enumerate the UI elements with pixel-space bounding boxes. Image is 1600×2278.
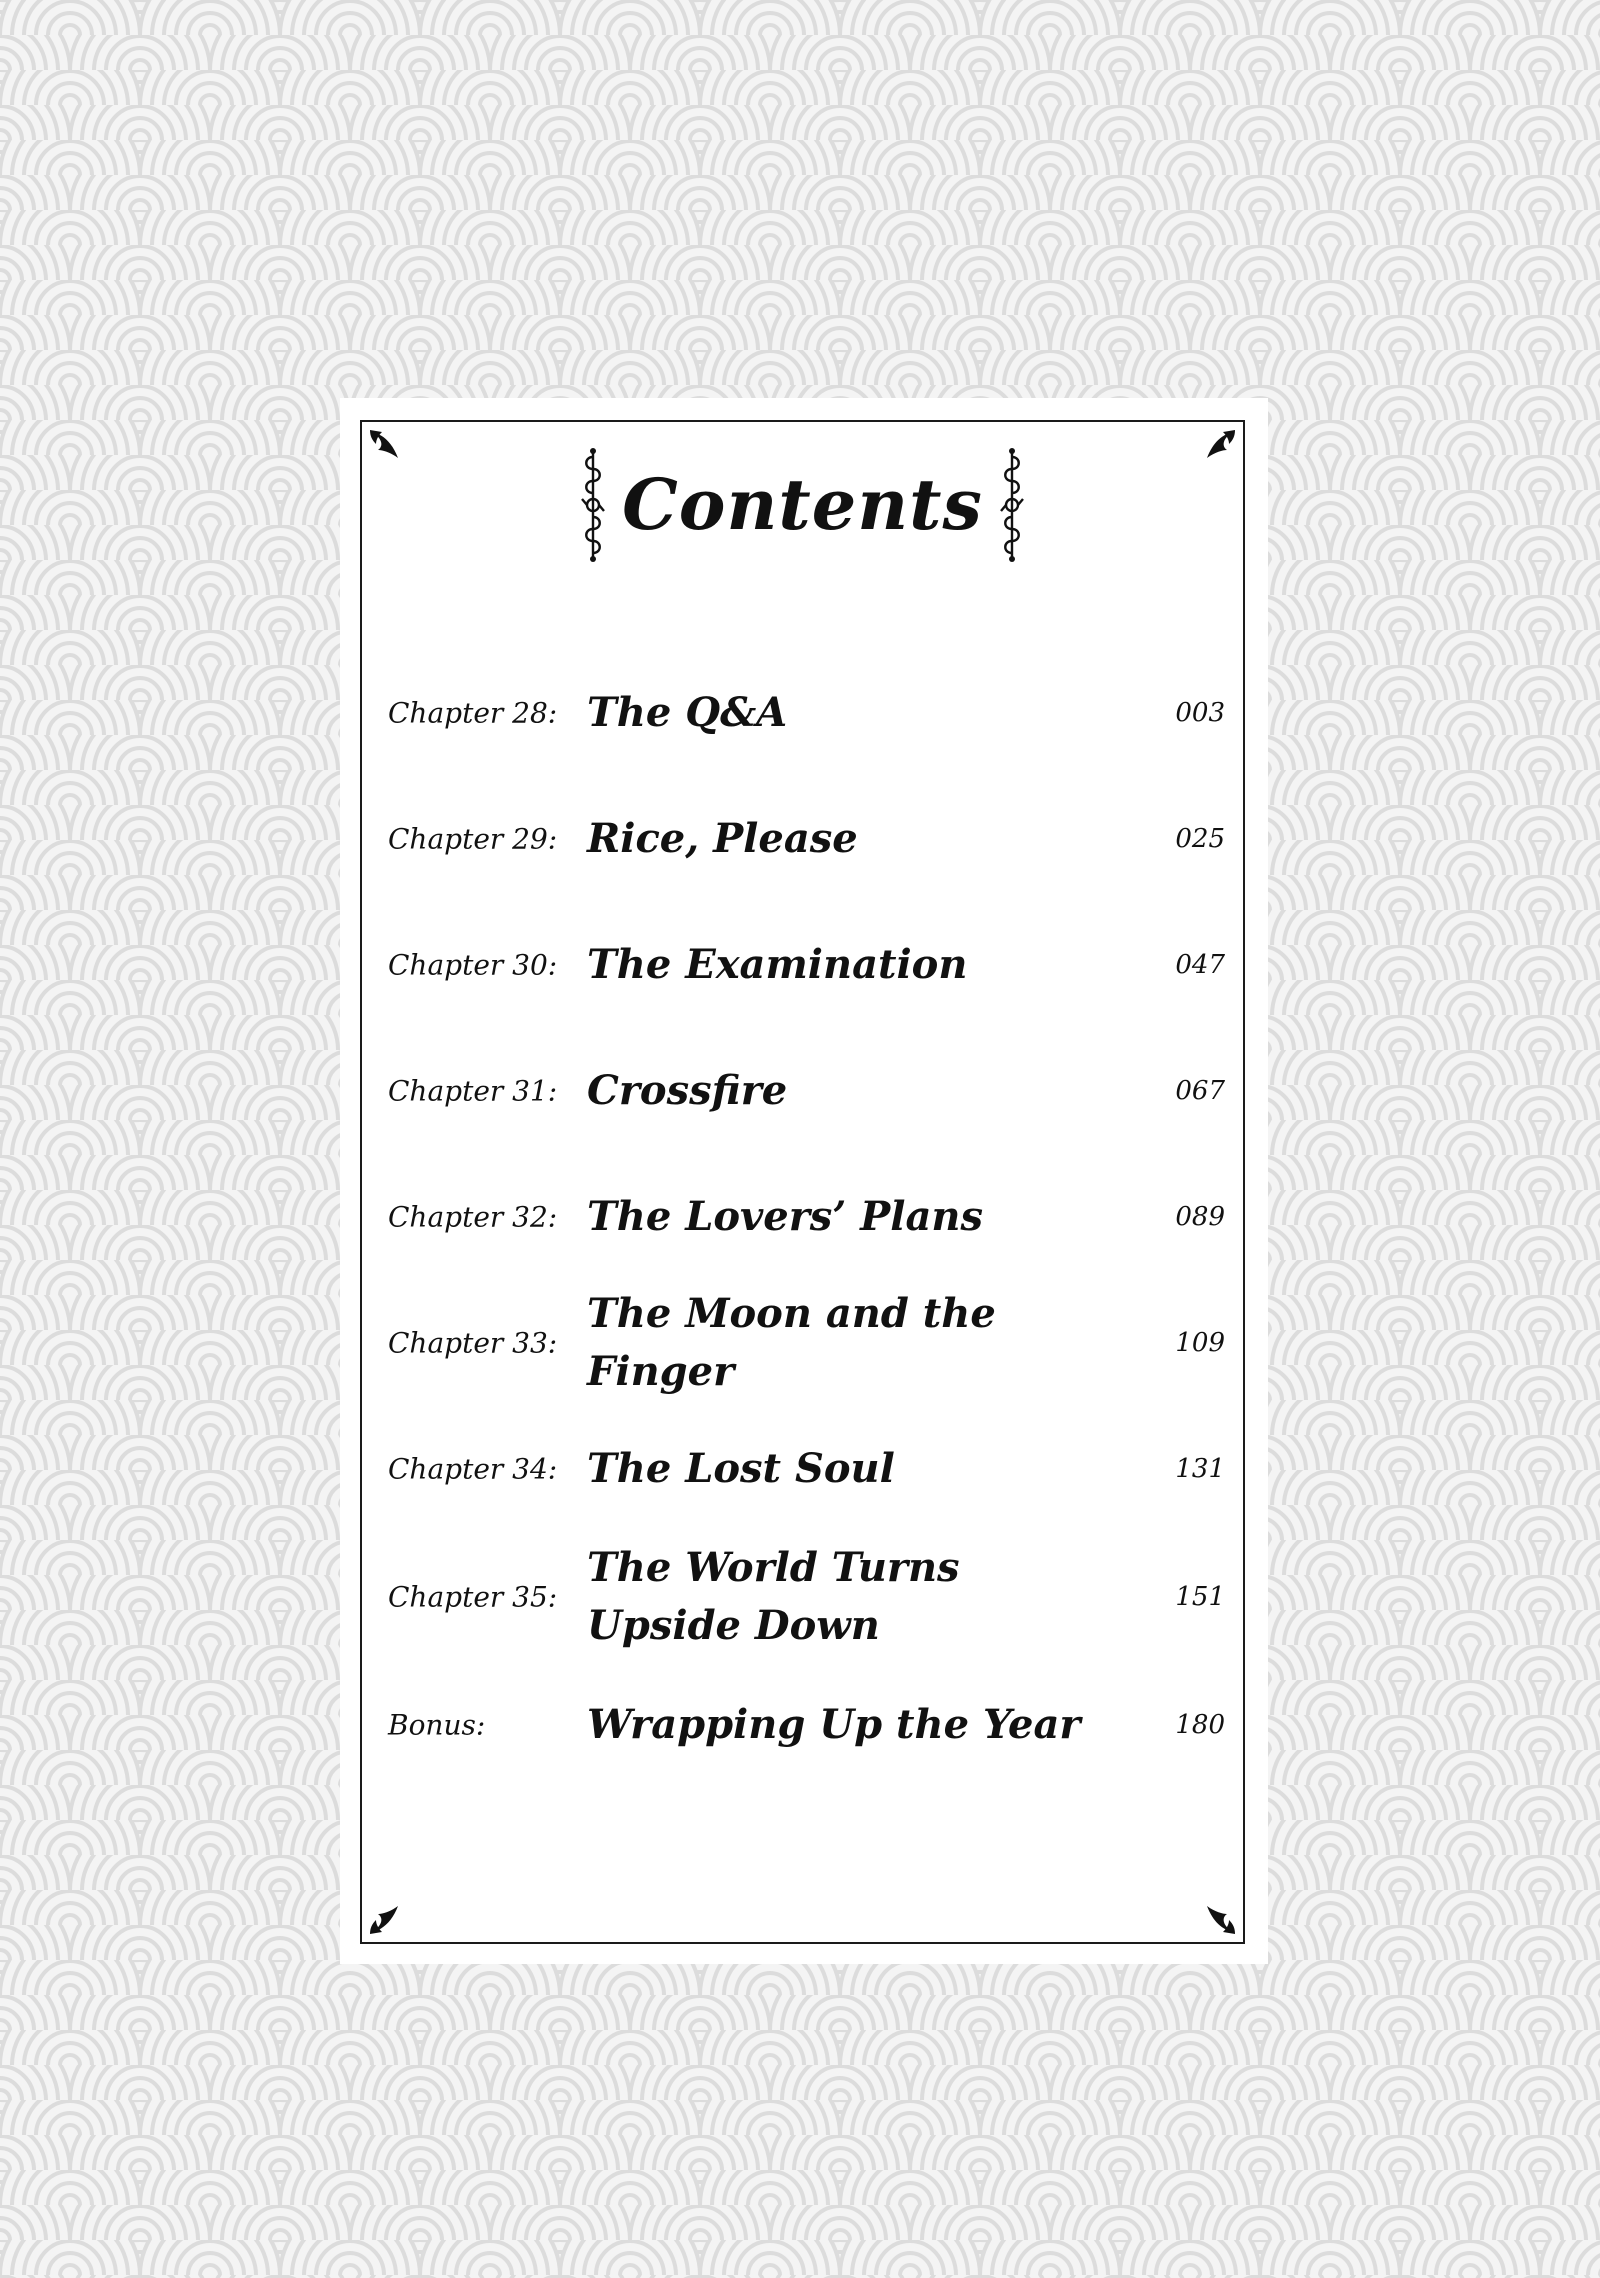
toc-entry-label: Chapter 30: <box>388 948 558 982</box>
toc-entry[interactable] <box>362 1406 1243 1532</box>
toc-entry-label: Chapter 28: <box>388 696 558 730</box>
toc-entry-title: The Lost Soul <box>587 1445 895 1492</box>
toc-entry-label: Chapter 32: <box>388 1200 558 1234</box>
toc-entry-title: Crossfire <box>587 1067 788 1114</box>
toc-entry-label: Bonus: <box>388 1708 486 1742</box>
contents-heading-row <box>362 440 1243 570</box>
toc-entry-page: 180 <box>1175 1710 1225 1740</box>
toc-entry-page: 151 <box>1175 1582 1225 1612</box>
contents-frame <box>360 420 1245 1944</box>
toc-entry[interactable] <box>362 902 1243 1028</box>
toc-entry[interactable] <box>362 1028 1243 1154</box>
toc-entry-title: The World Turns Upside Down <box>587 1544 960 1649</box>
toc-entry-page: 089 <box>1175 1202 1225 1232</box>
leaf-corner-icon <box>1203 1902 1237 1936</box>
toc-entry[interactable] <box>362 776 1243 902</box>
toc-entry-title: The Moon and the Finger <box>587 1290 996 1395</box>
toc-entry[interactable] <box>362 1154 1243 1280</box>
toc-entry-title: The Q&A <box>587 689 788 736</box>
scroll-flourish-icon <box>578 447 608 563</box>
toc-entry-label: Chapter 35: <box>388 1580 558 1614</box>
toc-entry-page: 131 <box>1175 1454 1225 1484</box>
toc-entry-title: Rice, Please <box>587 815 858 862</box>
toc-entry[interactable] <box>362 1532 1243 1662</box>
toc-entry-page: 109 <box>1175 1328 1225 1358</box>
toc-entry-page: 047 <box>1175 950 1225 980</box>
contents-title: Contents <box>622 463 983 546</box>
toc-entry[interactable] <box>362 1280 1243 1406</box>
toc-entry-label: Chapter 34: <box>388 1452 558 1486</box>
toc-entry-page: 067 <box>1175 1076 1225 1106</box>
table-of-contents <box>362 650 1243 1788</box>
toc-entry[interactable] <box>362 1662 1243 1788</box>
scroll-flourish-icon <box>997 447 1027 563</box>
toc-entry[interactable] <box>362 650 1243 776</box>
toc-entry-label: Chapter 31: <box>388 1074 558 1108</box>
toc-entry-label: Chapter 33: <box>388 1326 558 1360</box>
leaf-corner-icon <box>368 1902 402 1936</box>
toc-entry-page: 003 <box>1175 698 1225 728</box>
contents-page-panel <box>340 398 1268 1964</box>
toc-entry-title: The Lovers’ Plans <box>587 1193 983 1240</box>
toc-entry-label: Chapter 29: <box>388 822 558 856</box>
toc-entry-title: Wrapping Up the Year <box>587 1701 1081 1748</box>
toc-entry-page: 025 <box>1175 824 1225 854</box>
toc-entry-title: The Examination <box>587 941 968 988</box>
